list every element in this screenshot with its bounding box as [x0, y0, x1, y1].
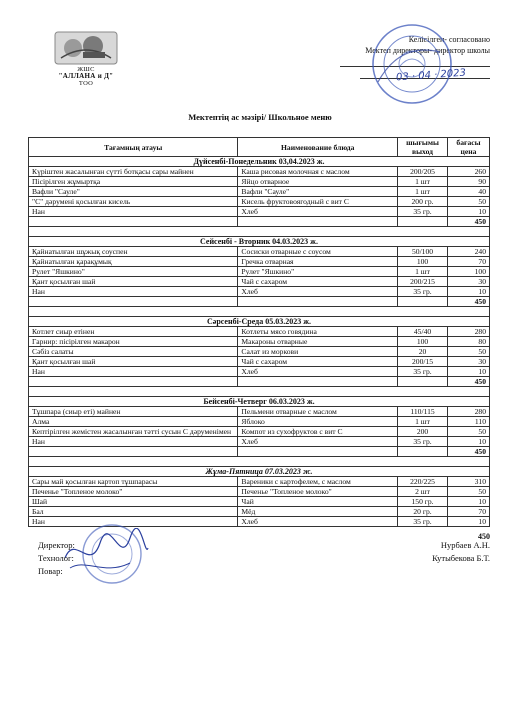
dish-name-kz: "С" дәрумені қосылған кисель: [29, 197, 238, 207]
dish-name-ru: Гречка отварная: [238, 257, 398, 267]
dish-name-kz: Рулет "Яшкино": [29, 267, 238, 277]
table-row: [29, 437, 490, 447]
empty-cell: [238, 447, 398, 457]
column-header-output: шығымы выход: [398, 138, 448, 157]
day-header-row: [29, 397, 490, 407]
table-row: [29, 167, 490, 177]
signature-name: Нурбаев А.Н.: [440, 540, 490, 550]
dish-output: 35 гр.: [398, 367, 448, 377]
table-row: [29, 477, 490, 487]
dish-output: 2 шт: [398, 487, 448, 497]
dish-name-ru: Хлеб: [238, 367, 398, 377]
dish-name-ru: Рулет "Яшкино": [238, 267, 398, 277]
dish-price: 50: [448, 427, 490, 437]
signature-block: [38, 540, 490, 579]
day-header-row: [29, 237, 490, 247]
dish-price: 280: [448, 327, 490, 337]
empty-cell: [29, 217, 238, 227]
dish-output: 1 шт: [398, 267, 448, 277]
spacer-row: [29, 457, 490, 467]
dish-name-ru: Хлеб: [238, 287, 398, 297]
table-row: [29, 407, 490, 417]
dish-name-kz: Нан: [29, 437, 238, 447]
dish-name-kz: Сәбіз салаты: [29, 347, 238, 357]
table-row: [29, 287, 490, 297]
empty-cell: [238, 377, 398, 387]
table-row: [29, 277, 490, 287]
spacer-row: [29, 307, 490, 317]
dish-output: 35 гр.: [398, 437, 448, 447]
table-row: [29, 507, 490, 517]
dish-name-ru: Компот из сухофруктов с вит С: [238, 427, 398, 437]
table-row: [29, 497, 490, 507]
dish-output: 200/215: [398, 277, 448, 287]
table-row: [29, 327, 490, 337]
dish-name-kz: Алма: [29, 417, 238, 427]
logo-emblem-icon: [53, 30, 119, 66]
signature-role: Технолог:: [38, 553, 74, 563]
dish-name-kz: Нан: [29, 367, 238, 377]
dish-name-kz: Нан: [29, 207, 238, 217]
logo-line-1: ЖШС: [77, 66, 95, 73]
table-row: [29, 347, 490, 357]
dish-price: 10: [448, 437, 490, 447]
dish-price: 70: [448, 507, 490, 517]
table-row: [29, 487, 490, 497]
day-title: Дүйсенбі-Понедельник 03,04.2023 ж.: [29, 157, 490, 167]
day-header-row: [29, 317, 490, 327]
day-title: Бейсенбі-Четверг 06.03.2023 ж.: [29, 397, 490, 407]
day-title: Сәрсенбі-Среда 05.03.2023 ж.: [29, 317, 490, 327]
empty-cell: [238, 217, 398, 227]
menu-table: [28, 137, 490, 527]
dish-output: 50/100: [398, 247, 448, 257]
signature-name: Кутыбекова Б.Т.: [432, 553, 490, 563]
day-total-row: [29, 447, 490, 457]
dish-name-kz: Вафли "Сауле": [29, 187, 238, 197]
dish-price: 10: [448, 287, 490, 297]
dish-output: 1 шт: [398, 417, 448, 427]
dish-name-kz: Күріштен жасалынған сүтті ботқасы сары майнен: [29, 167, 238, 177]
dish-name-kz: Бал: [29, 507, 238, 517]
signature-role: Повар:: [38, 566, 63, 576]
table-row: [29, 257, 490, 267]
dish-name-ru: Чай с сахаром: [238, 277, 398, 287]
dish-price: 100: [448, 267, 490, 277]
spacer-cell: [29, 307, 490, 317]
table-row: [29, 177, 490, 187]
empty-cell: [29, 447, 238, 457]
dish-output: 35 гр.: [398, 207, 448, 217]
dish-name-ru: Сосиски отварные с соусом: [238, 247, 398, 257]
column-header-kz: Тағамның атауы: [29, 138, 238, 157]
signature-row-technologist: [38, 553, 490, 566]
dish-name-kz: Пісірілген жұмыртқа: [29, 177, 238, 187]
dish-price: 10: [448, 497, 490, 507]
logo-line-3: ТОО: [78, 80, 94, 87]
dish-name-ru: Мёд: [238, 507, 398, 517]
dish-name-kz: Тұшпара (сиыр еті) майнен: [29, 407, 238, 417]
spacer-row: [29, 387, 490, 397]
dish-price: 50: [448, 347, 490, 357]
dish-output: 100: [398, 257, 448, 267]
grand-total: 450: [478, 532, 490, 541]
menu-table-body: [29, 157, 490, 527]
dish-price: 50: [448, 197, 490, 207]
empty-cell: [398, 297, 448, 307]
signature-role: Директор:: [38, 540, 75, 550]
signature-row-director: [38, 540, 490, 553]
day-total: 450: [448, 217, 490, 227]
day-total: 450: [448, 447, 490, 457]
dish-name-kz: Сары май қосылған картоп тұшпарасы: [29, 477, 238, 487]
dish-name-ru: Чай: [238, 497, 398, 507]
day-header-row: [29, 157, 490, 167]
table-row: [29, 267, 490, 277]
dish-output: 100: [398, 337, 448, 347]
dish-name-kz: Печенье "Топленое молоко": [29, 487, 238, 497]
dish-output: 110/115: [398, 407, 448, 417]
dish-output: 20 гр.: [398, 507, 448, 517]
dish-price: 30: [448, 357, 490, 367]
empty-cell: [29, 297, 238, 307]
dish-output: 150 гр.: [398, 497, 448, 507]
table-row: [29, 197, 490, 207]
spacer-cell: [29, 457, 490, 467]
dish-name-kz: Қант қосылған шай: [29, 277, 238, 287]
spacer-cell: [29, 387, 490, 397]
dish-name-ru: Яйцо отварное: [238, 177, 398, 187]
dish-output: 200 гр.: [398, 197, 448, 207]
dish-name-kz: Котлет сиыр етінен: [29, 327, 238, 337]
empty-cell: [398, 447, 448, 457]
dish-output: 20: [398, 347, 448, 357]
dish-output: 35 гр.: [398, 287, 448, 297]
dish-output: 35 гр.: [398, 517, 448, 527]
empty-cell: [29, 377, 238, 387]
logo-company-name: "АЛЛАНА и Д": [58, 72, 114, 80]
dish-price: 70: [448, 257, 490, 267]
table-header-row: [29, 138, 490, 157]
signature-row-cook: [38, 566, 490, 579]
table-row: [29, 207, 490, 217]
spacer-row: [29, 227, 490, 237]
dish-name-ru: Каша рисовая молочная с маслом: [238, 167, 398, 177]
day-title: Жұма-Пятница 07.03.2023 ж.: [29, 467, 490, 477]
day-total: 450: [448, 377, 490, 387]
dish-name-kz: Қант қосылған шай: [29, 357, 238, 367]
empty-cell: [238, 297, 398, 307]
dish-price: 80: [448, 337, 490, 347]
table-row: [29, 187, 490, 197]
table-row: [29, 357, 490, 367]
dish-price: 30: [448, 277, 490, 287]
dish-name-ru: Хлеб: [238, 207, 398, 217]
empty-cell: [398, 217, 448, 227]
table-row: [29, 337, 490, 347]
dish-name-ru: Яблоко: [238, 417, 398, 427]
dish-output: 220/225: [398, 477, 448, 487]
dish-name-kz: Гарнир: пісірілген макарон: [29, 337, 238, 347]
dish-name-ru: Салат из моркови: [238, 347, 398, 357]
dish-price: 90: [448, 177, 490, 187]
dish-name-ru: Макароны отварные: [238, 337, 398, 347]
dish-price: 260: [448, 167, 490, 177]
dish-name-kz: Кептірілген жемістен жасалынған тәтті сусын С дәруменімен: [29, 427, 238, 437]
dish-name-kz: Қайнатылған шұжық соуспен: [29, 247, 238, 257]
day-total: 450: [448, 297, 490, 307]
table-row: [29, 427, 490, 437]
day-header-row: [29, 467, 490, 477]
dish-price: 310: [448, 477, 490, 487]
dish-name-ru: Вафли "Сауле": [238, 187, 398, 197]
dish-name-ru: Печенье "Топленое молоко": [238, 487, 398, 497]
dish-output: 1 шт: [398, 177, 448, 187]
spacer-cell: [29, 227, 490, 237]
dish-price: 10: [448, 207, 490, 217]
dish-output: 45/40: [398, 327, 448, 337]
dish-name-ru: Чай с сахаром: [238, 357, 398, 367]
table-row: [29, 247, 490, 257]
dish-output: 200: [398, 427, 448, 437]
dish-output: 200/205: [398, 167, 448, 177]
company-logo: [50, 30, 122, 92]
dish-name-ru: Хлеб: [238, 437, 398, 447]
dish-price: 50: [448, 487, 490, 497]
dish-output: 1 шт: [398, 187, 448, 197]
dish-name-kz: Нан: [29, 287, 238, 297]
column-header-price: бағасы цена: [448, 138, 490, 157]
dish-price: 10: [448, 517, 490, 527]
dish-price: 280: [448, 407, 490, 417]
school-stamp-icon: [370, 22, 454, 106]
approval-director-label: Мектеп директоры- директор школы: [365, 46, 490, 55]
day-total-row: [29, 377, 490, 387]
dish-name-ru: Вареники с картофелем, с маслом: [238, 477, 398, 487]
approval-agreed-label: Келісілген- согласовано: [408, 35, 490, 44]
day-total-row: [29, 297, 490, 307]
dish-name-ru: Пельмени отварные с маслом: [238, 407, 398, 417]
dish-price: 240: [448, 247, 490, 257]
dish-price: 10: [448, 367, 490, 377]
approval-date-handwritten: 03 · 04 · 2023: [395, 67, 467, 84]
table-row: [29, 367, 490, 377]
dish-price: 110: [448, 417, 490, 427]
empty-cell: [398, 377, 448, 387]
day-total-row: [29, 217, 490, 227]
column-header-ru: Наименование блюда: [238, 138, 398, 157]
dish-name-kz: Шай: [29, 497, 238, 507]
dish-name-ru: Кисель фруктовоягодный с вит С: [238, 197, 398, 207]
page-title: Мектептің ас мәзірі/ Школьное меню: [188, 112, 332, 122]
dish-name-kz: Қайнатылған қарақұмық: [29, 257, 238, 267]
dish-output: 200/15: [398, 357, 448, 367]
dish-name-ru: Хлеб: [238, 517, 398, 527]
table-row: [29, 417, 490, 427]
dish-name-kz: Нан: [29, 517, 238, 527]
day-title: Сейсенбі - Вторник 04.03.2023 ж.: [29, 237, 490, 247]
dish-price: 40: [448, 187, 490, 197]
dish-name-ru: Котлеты мясо говядина: [238, 327, 398, 337]
